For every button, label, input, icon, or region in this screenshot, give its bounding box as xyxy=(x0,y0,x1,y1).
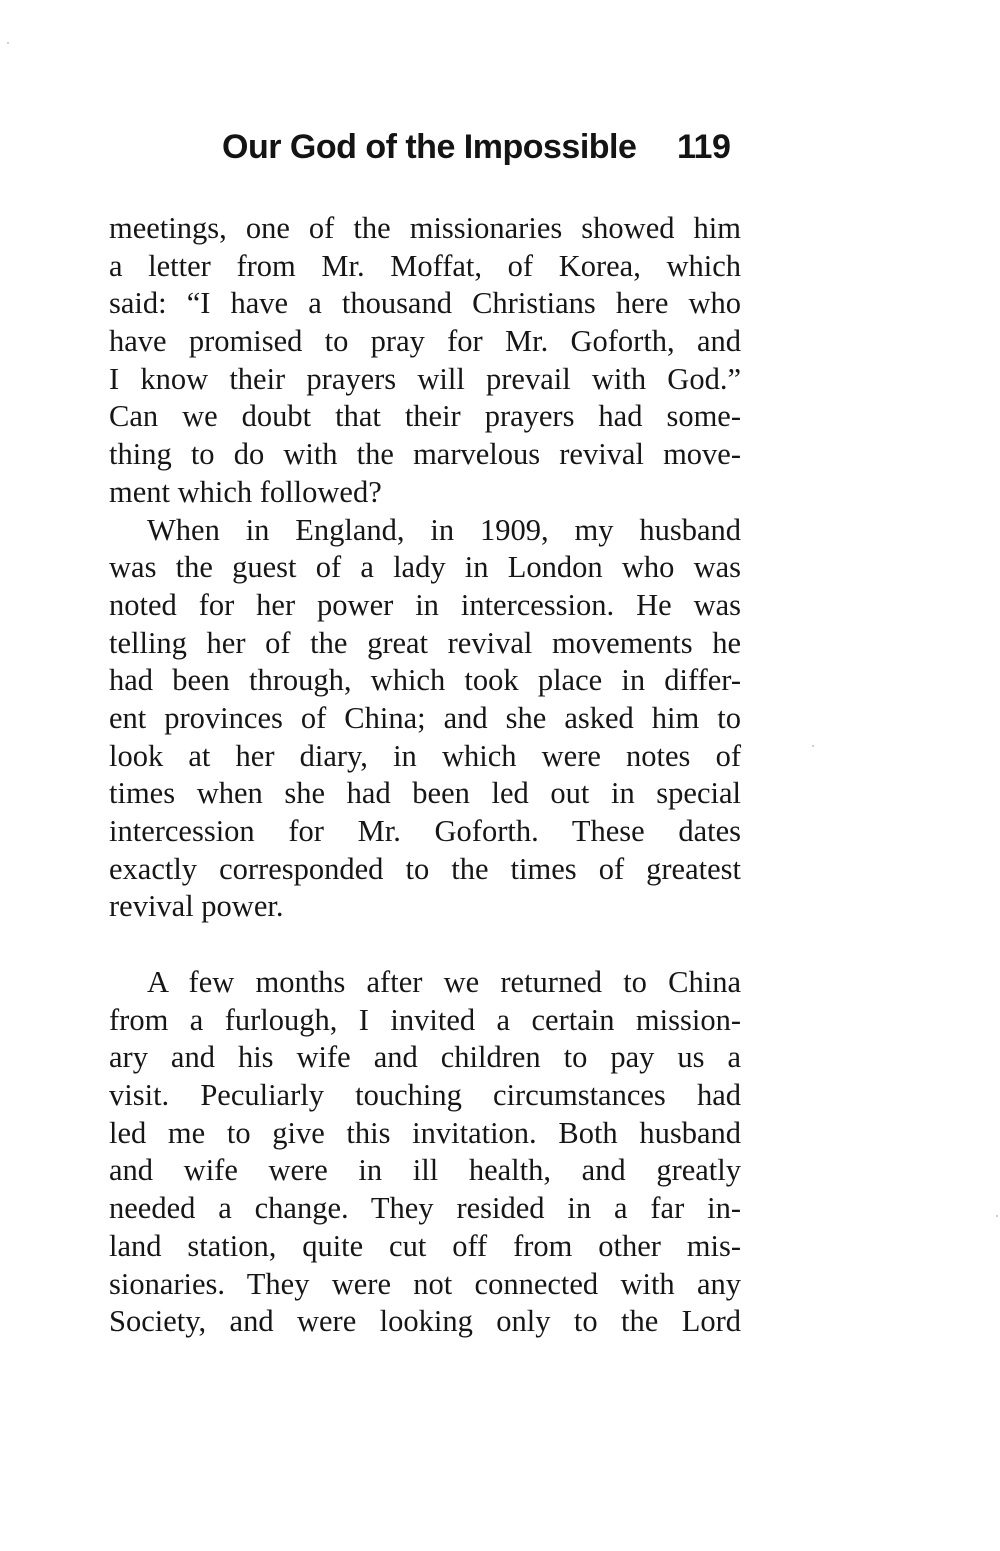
text-line: thing to do with the marvelous revival move- xyxy=(109,437,741,472)
text-line: have promised to pray for Mr. Goforth, and xyxy=(109,324,741,359)
scan-speck xyxy=(7,42,9,44)
text-line: revival power. xyxy=(109,889,284,924)
scan-speck xyxy=(996,1215,998,1217)
body-text-section-2 xyxy=(109,964,741,1341)
running-title: Our God of the Impossible xyxy=(222,128,637,166)
text-line: ment which followed? xyxy=(109,474,382,509)
text-line: ent provinces of China; and she asked him to xyxy=(109,700,741,735)
text-line: look at her diary, in which were notes of xyxy=(109,738,741,773)
text-line: intercession for Mr. Goforth. These dates xyxy=(109,814,741,848)
text-line: said: “I have a thousand Christians here who xyxy=(109,286,741,321)
text-line: had been through, which took place in differ- xyxy=(109,663,741,698)
text-line: was the guest of a lady in London who was xyxy=(109,550,741,585)
text-line: I know their prayers will prevail with God.” xyxy=(109,361,741,396)
text-line: led me to give this invitation. Both husband xyxy=(109,1115,741,1150)
text-line: A few months after we returned to China xyxy=(147,965,741,999)
text-line: Society, and were looking only to the Lord xyxy=(109,1304,741,1339)
scan-speck xyxy=(812,745,814,747)
text-line: land station, quite cut off from other mis- xyxy=(109,1228,741,1263)
text-line: When in England, in 1909, my husband xyxy=(147,512,741,547)
text-line: Can we doubt that their prayers had some- xyxy=(109,399,741,434)
running-header xyxy=(222,128,742,188)
text-line: needed a change. They resided in a far in- xyxy=(109,1191,741,1226)
page-number: 119 xyxy=(677,128,731,166)
text-line: and wife were in ill health, and greatly xyxy=(109,1153,741,1188)
text-line: telling her of the great revival movements he xyxy=(109,625,741,660)
text-line: ary and his wife and children to pay us a xyxy=(109,1040,741,1075)
text-line: a letter from Mr. Moffat, of Korea, which xyxy=(109,248,741,283)
text-line: noted for her power in intercession. He was xyxy=(109,587,741,622)
text-line: visit. Peculiarly touching circumstances had xyxy=(109,1078,741,1113)
text-line: exactly corresponded to the times of greatest xyxy=(109,851,741,886)
text-line: sionaries. They were not connected with any xyxy=(109,1266,741,1301)
text-line: meetings, one of the missionaries showed him xyxy=(109,211,741,245)
body-text-section-1 xyxy=(109,210,741,926)
text-line: times when she had been led out in special xyxy=(109,776,741,811)
text-line: from a furlough, I invited a certain mission- xyxy=(109,1002,741,1037)
